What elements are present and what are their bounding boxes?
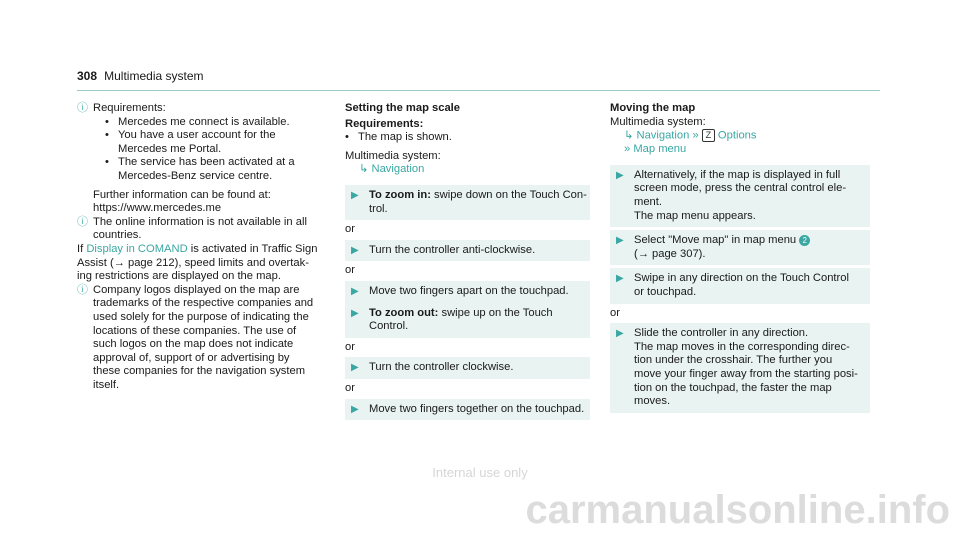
display-in-comand-link[interactable]: Display in COMAND [86,242,188,255]
options-link[interactable]: Options [717,129,757,142]
bullet-icon: • [345,131,349,144]
menu-path [345,163,590,177]
step-arrow-icon: ▶ [351,189,359,201]
footer-site-logo: carmanualsonline.info [525,488,950,532]
callout-number-icon: 2 [799,235,810,246]
step-zoom-out: ▶ To zoom out: swipe up on the Touch Control. [345,303,590,338]
step-fingers-apart: ▶ Move two fingers apart on the touchpad. [345,281,590,303]
traffic-sign-paragraph: If Display in COMAND is activated in Traffic Sign Assist (→ page 212), speed limits and overtak- ing restrictions are displayed on the map. [77,242,318,283]
column-left [77,102,325,392]
arrow-return-icon: ↳ [359,163,369,176]
step-arrow-icon: ▶ [616,328,624,340]
requirements-title: Requirements: [93,102,166,114]
step-turn-anticlockwise: ▶ Turn the controller anti-clockwise. [345,240,590,262]
double-chevron-icon: » [624,143,631,156]
section-heading: Setting the map scale [345,102,461,114]
step-arrow-icon: ▶ [616,273,624,285]
step-arrow-icon: ▶ [351,403,359,415]
requirements-title: Requirements: [345,117,424,130]
step-slide-controller: ▶ Slide the controller in any direction. The map moves in the corresponding direc- tion under the crosshair. The further you move your finger away from the starting posi- tion on the touchpad, the faster the map moves. [610,323,870,413]
column-right [610,102,870,416]
system-label: Multimedia system: [610,115,706,128]
arrow-return-icon: ↳ [624,129,634,142]
further-info: Further information can be found at: https://www.mercedes.me [93,188,271,215]
map-menu-link[interactable]: Map menu [633,143,687,156]
navigation-link[interactable]: Navigation [371,163,425,176]
step-alternatively: ▶ Alternatively, if the map is displayed in full screen mode, press the central control ele- ment. The map menu appears. [610,165,870,227]
note-requirements [77,102,325,216]
navigation-link[interactable]: Navigation [636,129,690,142]
column-middle [345,102,590,423]
info-icon: ⓘ [77,215,88,228]
bullet-icon: • [105,115,109,128]
menu-path-continued [610,143,870,157]
page-title: Multimedia system [104,69,204,83]
list-item: • Mercedes me connect is available. [105,115,290,128]
bullet-icon: • [105,156,109,169]
page-number: 308 [77,69,98,83]
or-text: or [610,306,620,319]
bullet-icon: • [105,129,109,142]
page-header [77,70,880,91]
menu-path [610,129,870,143]
note-logos: ⓘ Company logos displayed on the map are trademarks of the respective companies and used solely for the purpose of indicating the locations of these companies. The use of such logos on the map does not indicate approval of, support of or advertising by these companies for the navigation system itself. [77,283,314,391]
list-item: • The service has been activated at a Mercedes-Benz service centre. [105,156,295,182]
section-heading: Moving the map [610,102,696,114]
step-arrow-icon: ▶ [351,285,359,297]
or-text: or [345,381,355,394]
step-arrow-icon: ▶ [351,244,359,256]
step-arrow-icon: ▶ [616,169,624,181]
info-icon: ⓘ [77,283,88,296]
or-text: or [345,264,355,277]
or-text: or [345,340,355,353]
step-arrow-icon: ▶ [351,362,359,374]
info-icon: ⓘ [77,102,88,114]
step-turn-clockwise: ▶ Turn the controller clockwise. [345,357,590,379]
step-fingers-together: ▶ Move two fingers together on the touchpad. [345,399,590,421]
step-swipe: ▶ Swipe in any direction on the Touch Control or touchpad. [610,268,870,303]
step-zoom-in: ▶ To zoom in: swipe down on the Touch Con- trol. [345,185,590,220]
watermark: Internal use only [432,465,528,480]
step-arrow-icon: ▶ [351,307,359,319]
list-item: • You have a user account for the Mercedes me Portal. [105,129,276,155]
step-select-move-map: ▶ Select "Move map" in map menu 2 (→ page 307). [610,230,870,265]
system-label: Multimedia system: [345,149,441,162]
or-text: or [345,223,355,236]
note-online: ⓘ The online information is not available in all countries. [77,215,307,242]
z-key-icon: Z [702,129,715,142]
list-item: • The map is shown. [345,131,452,144]
step-arrow-icon: ▶ [616,235,624,247]
double-chevron-icon: » [692,129,699,142]
